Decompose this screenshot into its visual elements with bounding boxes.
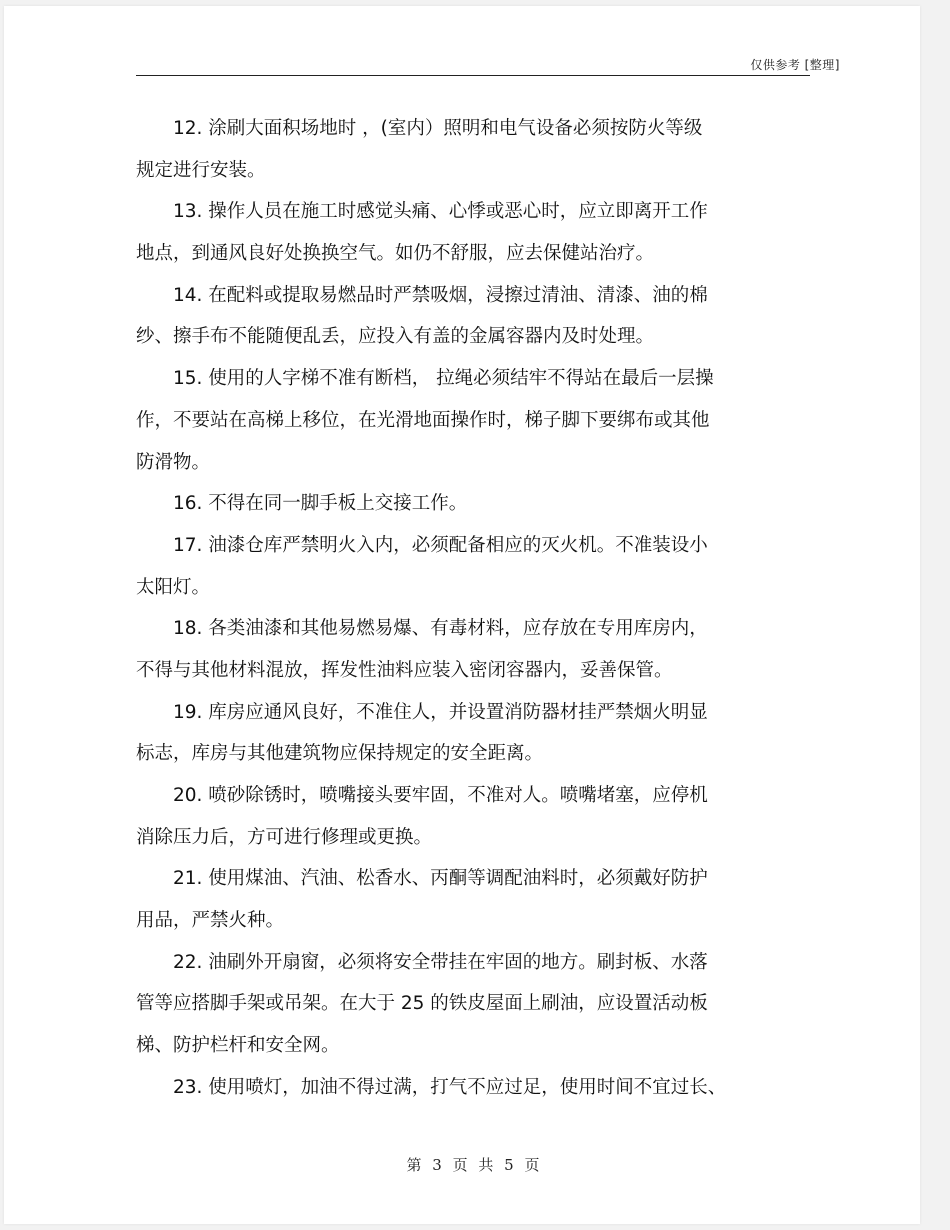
text-line: 规定进行安装。 — [136, 159, 266, 181]
text-line: 消除压力后，方可进行修理或更换。 — [136, 826, 433, 848]
text-line: 16. 不得在同一脚手板上交接工作。 — [136, 493, 468, 515]
text-line: 防滑物。 — [136, 451, 211, 473]
text-line: 21. 使用煤油、汽油、松香水、丙酮等调配油料时，必须戴好防护 — [136, 868, 708, 890]
text-line: 23. 使用喷灯，加油不得过满，打气不应过足，使用时间不宜过长、 — [136, 1076, 727, 1098]
text-line: 梯、防护栏杆和安全网。 — [136, 1035, 340, 1057]
text-line: 不得与其他材料混放，挥发性油料应装入密闭容器内，妥善保管。 — [136, 659, 673, 681]
text-line: 15. 使用的人字梯不准有断档， 拉绳必须结牢不得站在最后一层操 — [136, 368, 714, 390]
text-line: 14. 在配料或提取易燃品时严禁吸烟，浸擦过清油、清漆、油的棉 — [136, 284, 708, 306]
text-line: 太阳灯。 — [136, 576, 211, 598]
header-label: 仅供参考 [整理] — [750, 58, 840, 72]
text-line: 22. 油刷外开扇窗，必须将安全带挂在牢固的地方。刷封板、水落 — [136, 951, 708, 973]
text-line: 19. 库房应通风良好，不准住人，并设置消防器材挂严禁烟火明显 — [136, 701, 708, 723]
text-line: 地点，到通风良好处换换空气。如仍不舒服，应去保健站治疗。 — [136, 243, 655, 265]
text-line: 18. 各类油漆和其他易燃易爆、有毒材料，应存放在专用库房内， — [136, 618, 708, 640]
document-body — [136, 108, 796, 1109]
text-line: 20. 喷砂除锈时，喷嘴接头要牢固，不准对人。喷嘴堵塞，应停机 — [136, 785, 708, 806]
text-line: 管等应搭脚手架或吊架。在大于 25 的铁皮屋面上刷油，应设置活动板 — [136, 993, 708, 1015]
text-line: 标志，库房与其他建筑物应保持规定的安全距离。 — [136, 743, 544, 765]
text-line: 作，不要站在高梯上移位，在光滑地面操作时，梯子脚下要绑布或其他 — [136, 409, 710, 431]
text-line: 12. 涂刷大面积场地时 ，(室内）照明和电气设备必须按防火等级 — [136, 118, 703, 139]
text-line: 17. 油漆仓库严禁明火入内，必须配备相应的灭火机。不准装设小 — [136, 534, 708, 556]
text-line: 纱、擦手布不能随便乱丢，应投入有盖的金属容器内及时处理。 — [136, 326, 655, 348]
text-line: 用品，严禁火种。 — [136, 910, 285, 932]
header-divider — [136, 75, 810, 76]
page-number-footer: 第 3 页 共 5 页 — [406, 1156, 540, 1174]
text-line: 13. 操作人员在施工时感觉头痛、心悸或恶心时，应立即离开工作 — [136, 201, 708, 223]
